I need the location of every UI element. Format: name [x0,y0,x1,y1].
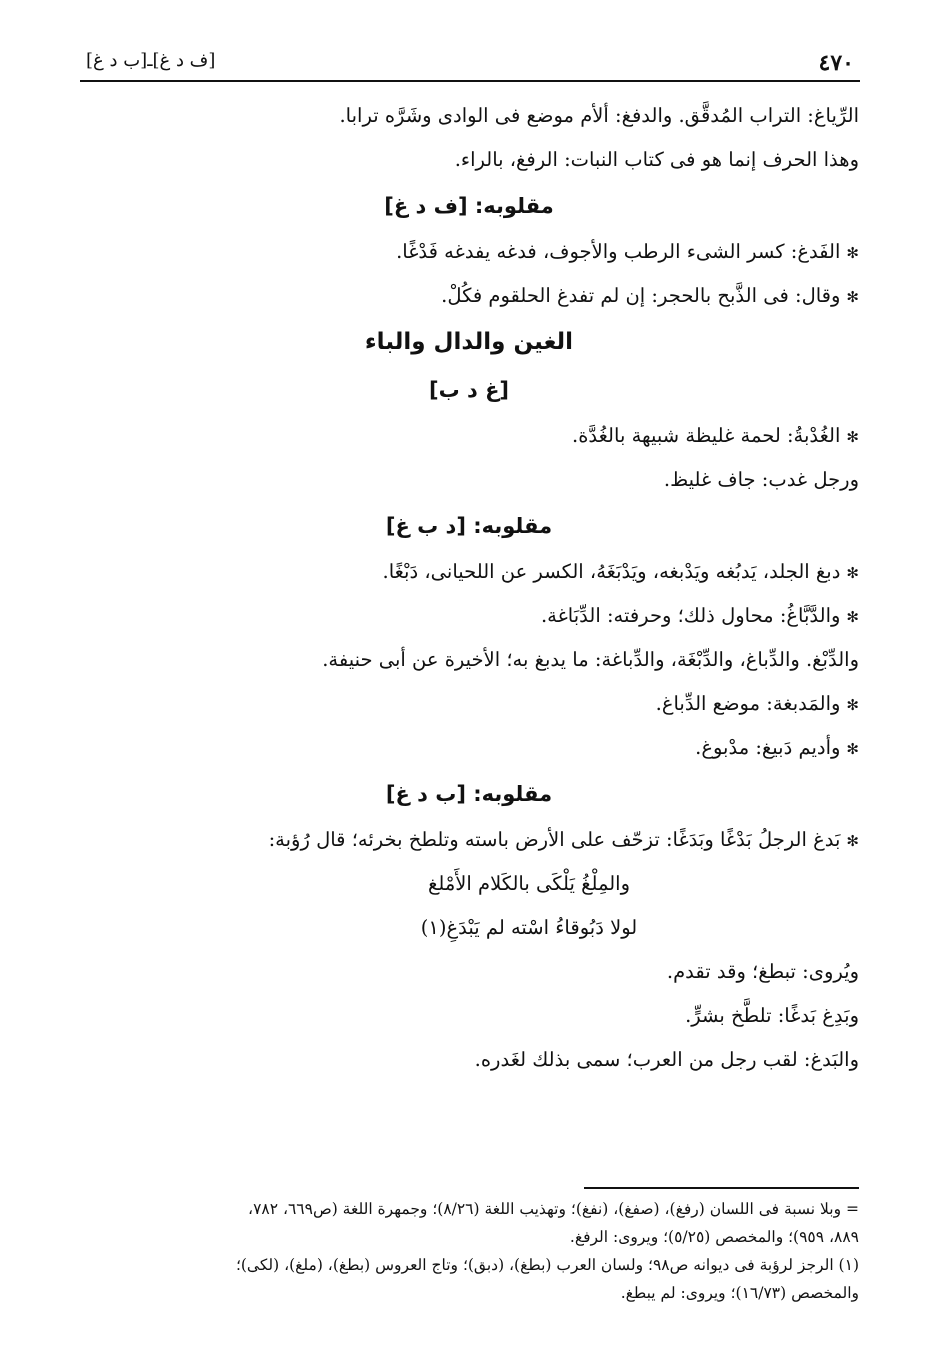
text-line: والدِّبْغ. والدِّباغ، والدِّبْغَة، والدِّباغة: ما يدبغ به؛ الأخيرة عن أبى حنيفة. [322,648,859,671]
footnote-divider [584,1187,859,1189]
running-head: [ف د غ]ـ[ب د غ] [86,50,216,71]
text-line: الرِّياغ: التراب المُدقَّق. والدفغ: ألأم موضع فى الوادى وشَرَّه ترابا. [339,104,859,127]
footnote-line: (١) الرجز لرؤبة فى ديوانه ص٩٨؛ ولسان العرب (بطغ)، (دبق)؛ وتاج العروس (بطغ)، (ملغ)، (لكى)؛ [235,1256,859,1274]
text-line: ورجل غدب: جاف غليظ. [663,468,859,491]
footnote-line: ٨٨٩، ٩٥٩)؛ والمخصص (٥/٢٥)؛ ويروى: الرفغ. [569,1228,859,1246]
entry-line: ✻الغُدْبةُ: لحمة غليظة شبيهة بالغُدَّة. [572,424,859,447]
asterisk-icon: ✻ [846,428,859,446]
entry-line: ✻والدَّبَّاغُ: محاول ذلك؛ وحرفته: الدِّبَاغة. [540,604,859,627]
entry-line: ✻وأديم دَبيغ: مدْبوغ. [695,736,859,759]
text-line: وهذا الحرف إنما هو فى كتاب النبات: الرفغ، بالراء. [454,148,859,171]
asterisk-icon: ✻ [846,740,859,758]
main-text [79,94,859,1082]
entry-line: ✻والمَدبغة: موضع الدِّباغ. [655,692,859,715]
verse-line: لولا دَبُوقاءُ اسْته لم يَبْدَغِ(١) [420,916,638,939]
footnote-line: = وبلا نسبة فى اللسان (رفغ)، (صفغ)، (نفغ)؛ وتهذيب اللغة (٨/٢٦)؛ وجمهرة اللغة (ص٦٦٩، ٧٨٢، [248,1200,859,1218]
page-header [80,46,860,82]
section-heading: مقلوبه: [ف د غ] [384,194,554,218]
text-line: ويُروى: تبطغ؛ وقد تقدم. [666,960,859,983]
section-heading: مقلوبه: [د ب غ] [385,514,553,538]
asterisk-icon: ✻ [846,564,859,582]
entry-line: ✻الفَدغ: كسر الشىء الرطب والأجوف، فدغه يفدغه فَدْغًا. [396,240,859,263]
root-heading: [غ د ب] [428,378,510,402]
chapter-heading: الغين والدال والباء [364,329,574,355]
footnotes [79,1195,859,1307]
entry-line: ✻دبغ الجلد، يَدبُغه ويَدْبغه، ويَدْبَغَهُ، الكسر عن اللحيانى، دَبْغًا. [382,560,859,583]
text-line: وبَدِغ بَدغًا: تلطَّخ بشرٍّ. [685,1004,859,1027]
entry-line: ✻وقال: فى الذَّبح بالحجر: إن لم تفدغ الحلقوم فكُلْ. [441,284,859,307]
asterisk-icon: ✻ [846,832,859,850]
text-line: والبَدغ: لقب رجل من العرب؛ سمى بذلك لغَدره. [474,1048,859,1071]
asterisk-icon: ✻ [846,244,859,262]
asterisk-icon: ✻ [846,608,859,626]
asterisk-icon: ✻ [846,696,859,714]
entry-line: ✻بَدغ الرجلُ بَدْغًا وبَدَغًا: تزحّف على الأرض باسته وتلطخ بخرئه؛ قال رُؤبة: [268,828,859,851]
footnote-line: والمخصص (١٦/٧٣)؛ ويروى: لم يبطغ. [620,1284,859,1302]
page-number: ٤٧٠ [818,50,854,76]
verse-line: والمِلْغُ يَلْكَى بالكَلام الأَمْلغ [428,872,630,895]
section-heading: مقلوبه: [ب د غ] [385,782,553,806]
asterisk-icon: ✻ [846,288,859,306]
